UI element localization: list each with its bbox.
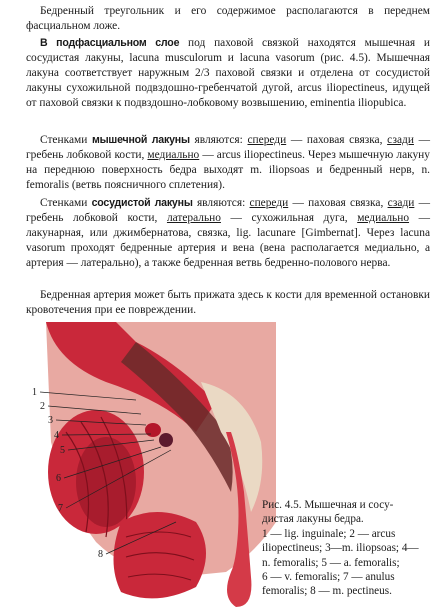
- caption-line: femoralis; 8 — m. pectineus.: [262, 585, 392, 598]
- label-4: 4: [54, 430, 59, 441]
- label-8: 8: [98, 549, 103, 560]
- paragraph-intro: Бедренный треугольник и его содержимое располагаются в переднем фасциальном ложе.: [26, 5, 430, 32]
- underlined-term: спереди: [247, 134, 287, 146]
- label-1: 1: [32, 387, 37, 398]
- paragraph-subfascial-layer: [26, 36, 430, 111]
- label-6: 6: [56, 473, 61, 484]
- caption-line: дистая лакуны бедра.: [262, 513, 364, 526]
- caption-line: 6 — v. femoralis; 7 — anulus: [262, 571, 395, 584]
- caption-line: iliopectineus; 3—m. iliopsoas; 4—: [262, 542, 419, 555]
- underlined-term: медиально: [357, 211, 410, 224]
- label-3: 3: [48, 415, 53, 426]
- text-span: Стенками: [40, 197, 92, 209]
- underlined-term: спереди: [249, 197, 289, 209]
- text-span: — гребень лобковой кости,: [26, 197, 431, 224]
- femoral-vein: [159, 433, 173, 447]
- text-span: являются:: [192, 197, 250, 209]
- text-span: — паховая связка,: [286, 134, 388, 146]
- label-7: 7: [58, 503, 63, 514]
- caption-line: n. femoralis; 5 — a. femoralis;: [262, 556, 400, 569]
- text-subfascial: под паховой связкой находятся мышечная и сосудистая лакуны, lacuna musculorum и lacuna vasorum (рис. 4.5). Мышечная лакуна соответствует наружным 2/3 паховой связки и отделена от сосудистой лакуны сухожильной подвздошно-гребенчатой дугой, arcus iliopectineus, идущей от паховой связки к подвздошно-лобковому возвышению, eminentia iliopubica.: [26, 37, 430, 109]
- text-span: — arcus iliopectineus. Через мышечную лакуну на переднюю поверхность бедра выходят m. iliopsoas и бедренный нерв, n. femoralis (ветвь поясничного сплетения).: [26, 148, 430, 191]
- underlined-term: сзади: [387, 197, 415, 209]
- keyword-muscular-lacuna: мышечной лакуны: [91, 134, 190, 146]
- text-span: — сухожильная дуга,: [220, 211, 358, 224]
- underlined-term: медиально: [147, 148, 200, 161]
- pectineus-muscle: [114, 512, 207, 598]
- keyword-subfascial: В подфасциальном слое: [40, 37, 180, 49]
- underlined-term: сзади: [387, 134, 414, 146]
- keyword-vascular-lacuna: сосудистой лакуны: [91, 197, 193, 209]
- caption-line: 1 — lig. inguinale; 2 — arcus: [262, 527, 396, 540]
- caption-line: Рис. 4.5. Мышечная и сосу-: [262, 499, 394, 511]
- label-2: 2: [40, 401, 45, 412]
- label-5: 5: [60, 445, 65, 456]
- lacunae-illustration: [26, 322, 276, 612]
- anatomical-figure: [26, 322, 276, 612]
- text-span: являются:: [189, 134, 248, 146]
- text-span: Стенками: [40, 134, 92, 146]
- paragraph-muscular-lacuna: [26, 133, 430, 193]
- text-span: — паховая связка,: [288, 197, 388, 209]
- paragraph-artery-compression: Бедренная артерия может быть прижата здесь к кости для временной остановки кровотечения при ее повреждении.: [26, 289, 430, 316]
- femoral-artery: [145, 423, 161, 437]
- paragraph-vascular-lacuna: [26, 196, 430, 271]
- text-span: — гребень лобковой кости,: [26, 134, 430, 161]
- underlined-term: латерально: [166, 211, 221, 224]
- text-span: — лакунарная, или джимбернатова, связка, lig. lacunare [Gimbernat]. Через lacuna vasorum проходят бедренные артерия и вена (вена располагается медиально, а артерия — латерально), а также бедренная ветвь бедренно-полового нерва.: [26, 211, 430, 269]
- figure-caption: [262, 498, 438, 599]
